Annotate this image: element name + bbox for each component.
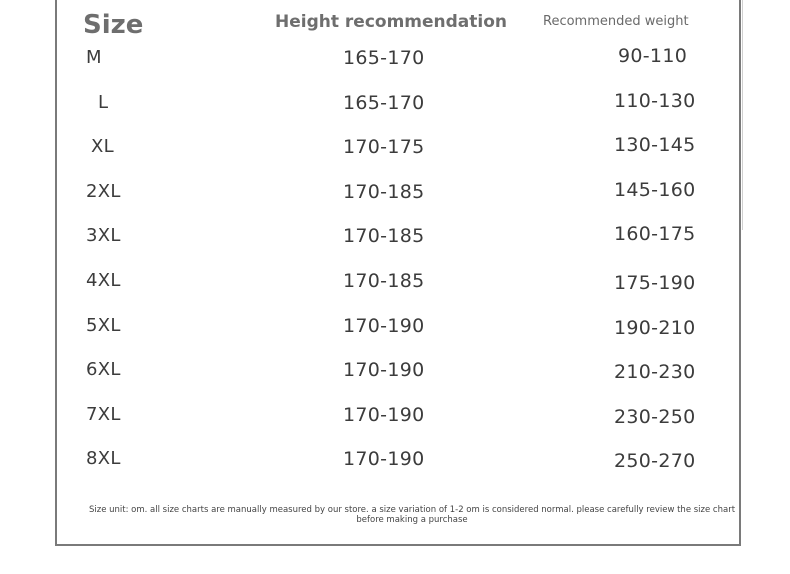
height-cell: 170-190 xyxy=(343,359,425,381)
table-row xyxy=(0,359,790,399)
height-cell: 165-170 xyxy=(343,47,425,69)
height-cell: 170-185 xyxy=(343,225,425,247)
height-column-header: Height recommendation xyxy=(275,12,508,32)
table-row xyxy=(0,136,790,176)
size-disclaimer-note: Size unit: om. all size charts are manually measured by our store. a size variation of 1-2 om is considered normal. please carefully review the size chart before making a purchase xyxy=(88,505,736,525)
weight-cell: 230-250 xyxy=(614,406,696,428)
weight-cell: 210-230 xyxy=(614,361,696,383)
table-row xyxy=(0,225,790,265)
weight-cell: 160-175 xyxy=(614,223,696,245)
height-cell: 165-170 xyxy=(343,92,425,114)
height-cell: 170-185 xyxy=(343,270,425,292)
table-row xyxy=(0,315,790,355)
table-row xyxy=(0,181,790,221)
height-cell: 170-190 xyxy=(343,315,425,337)
table-row xyxy=(0,47,790,87)
size-cell: XL xyxy=(91,136,114,157)
size-column-header: Size xyxy=(83,10,144,40)
size-cell: 4XL xyxy=(86,270,121,291)
height-cell: 170-175 xyxy=(343,136,425,158)
weight-column-header: Recommended weight xyxy=(543,14,689,29)
height-cell: 170-185 xyxy=(343,181,425,203)
weight-cell: 190-210 xyxy=(614,317,696,339)
weight-cell: 250-270 xyxy=(614,450,696,472)
size-cell: 6XL xyxy=(86,359,121,380)
size-cell: 7XL xyxy=(86,404,121,425)
size-cell: 8XL xyxy=(86,448,121,469)
weight-cell: 145-160 xyxy=(614,179,696,201)
size-cell: 3XL xyxy=(86,225,121,246)
weight-cell: 175-190 xyxy=(614,272,696,294)
table-row xyxy=(0,270,790,310)
weight-cell: 110-130 xyxy=(614,90,696,112)
table-row xyxy=(0,92,790,132)
size-cell: M xyxy=(86,47,102,68)
size-cell: 2XL xyxy=(86,181,121,202)
table-row xyxy=(0,448,790,488)
height-cell: 170-190 xyxy=(343,404,425,426)
size-cell: 5XL xyxy=(86,315,121,336)
weight-cell: 130-145 xyxy=(614,134,696,156)
weight-cell: 90-110 xyxy=(618,45,688,67)
size-cell: L xyxy=(98,92,109,113)
table-row xyxy=(0,404,790,444)
height-cell: 170-190 xyxy=(343,448,425,470)
